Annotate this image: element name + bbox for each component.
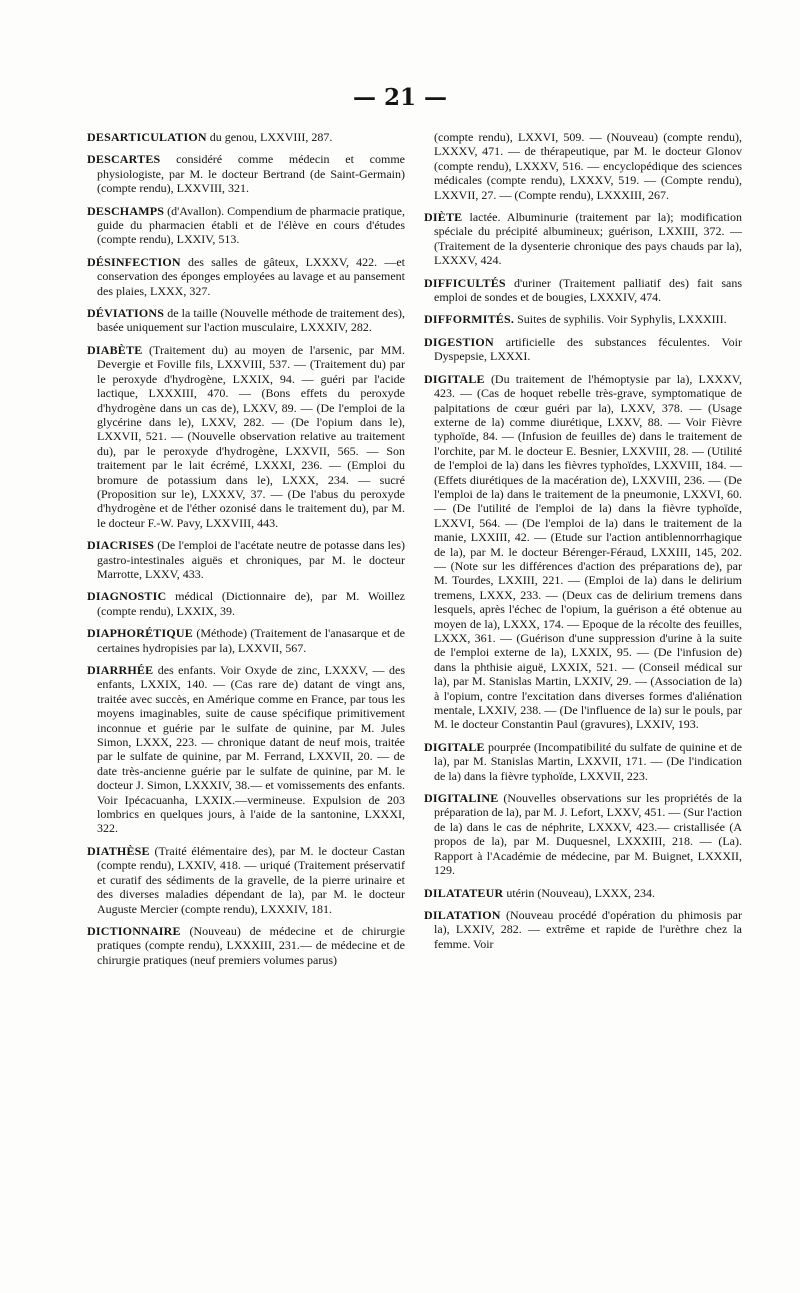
entry-text: (Nouveau procédé d'opération du phimosis par la), LXXIV, 282. — extrême et rapide de l'urèthre chez la femme. Voir [434, 907, 742, 951]
entry-text: Suites de syphilis. Voir Syphylis, LXXXIII. [517, 312, 727, 327]
entry-text: des salles de gâteux, LXXXV, 422. —et conservation des éponges employées au lavage et au pansement des plaies, LXXX, 327. [97, 254, 406, 298]
entry-headword: DÉSINFECTION [87, 254, 181, 269]
entry-text: considéré comme médecin et comme physiologiste, par M. le docteur Bertrand (de Saint-Germain) (compte rendu), LXXVIII, 321. [97, 152, 405, 196]
index-entry [424, 312, 742, 326]
right-column [424, 130, 742, 959]
index-entry [87, 130, 405, 144]
entry-text: d'uriner (Traitement palliatif des) fait sans emploi de sondes et de bougies, LXXXIV, 474. [434, 275, 742, 305]
index-entry [424, 276, 742, 305]
entry-text: (d'Avallon). Compendium de pharmacie pratique, guide du pharmacien établi et de l'élève en cours d'études (compte rendu), LXXIV, 513. [97, 203, 406, 247]
index-entry [87, 343, 405, 530]
index-entry [87, 589, 405, 618]
entry-text: (Traité élémentaire des), par M. le docteur Castan (compte rendu), LXXIV, 418. — uriqué (Traitement préservatif et curatif des sédiments de la gravelle, de la pierre urinaire et des diverses maladies dépendant de la), par M. le docteur Auguste Mercier (compte rendu), LXXXIV, 181. [97, 843, 405, 916]
index-entry [87, 663, 405, 836]
entry-text: du genou, LXXVIII, 287. [209, 130, 333, 144]
index-entry [87, 152, 405, 195]
entry-text: pourprée (Incompatibilité du sulfate de quinine et de la), par M. Stanislas Martin, LXXVII, 171. — (De l'indication de la) dans la fièvre typhoïde, LXXVII, 223. [434, 739, 743, 783]
entry-headword: DICTIONNAIRE [87, 923, 181, 938]
index-entry [87, 626, 405, 655]
index-entry [424, 791, 742, 877]
index-entry [424, 740, 742, 783]
entry-headword: DIGESTION [424, 334, 494, 349]
entry-headword: DIGITALE [424, 739, 485, 754]
entry-headword: DÉVIATIONS [87, 306, 165, 321]
entry-headword: DIABÈTE [87, 342, 143, 357]
index-entry [87, 844, 405, 916]
entry-headword: DIAGNOSTIC [87, 589, 167, 604]
index-entry [424, 210, 742, 268]
index-entry [424, 335, 742, 364]
entry-text: utérin (Nouveau), LXXX, 234. [506, 885, 655, 900]
entry-text: (Nouveau) de médecine et de chirurgie pratiques (compte rendu), LXXXIII, 231.— de médecine et de chirurgie pratiques (neuf premiers volumes parus) [97, 923, 405, 967]
entry-text: de la taille (Nouvelle méthode de traitement des), basée uniquement sur l'action musculaire, LXXXIV, 282. [97, 306, 405, 335]
index-entry [87, 538, 405, 581]
entry-text: (Méthode) (Traitement de l'anasarque et de certaines hydropisies par la), LXXVII, 567. [97, 626, 405, 655]
entry-headword: DIÈTE [424, 210, 463, 225]
entry-headword: DESARTICULATION [87, 130, 207, 144]
entry-headword: DILATATION [424, 907, 501, 922]
page-number: — 21 — [352, 84, 448, 111]
entry-headword: DIACRISES [87, 538, 155, 553]
entry-headword: DESCHAMPS [87, 203, 165, 218]
entry-headword: DIAPHORÉTIQUE [87, 626, 193, 641]
entry-headword: DILATATEUR [424, 885, 504, 900]
entry-text: des enfants. Voir Oxyde de zinc, LXXXV, — des enfants, LXXIX, 140. — (Cas rare de) datant de vingt ans, traitée avec succès, en Amérique comme en France, par tous les moyens imaginables, suite de cause spécifique primitivement inconnue et guérie par le sulfate de quinine, par M. Jules Simon, LXXX, 223. — chronique datant de neuf mois, traitée par le sulfate de quinine, par M. Ferrand, LXXVII, 20. — de date très-ancienne guérie par le sulfate de quinine, par M. le docteur J. Simon, LXXXIV, 38.— et vomissements des enfants. Voir Ipécacuanha, LXXIX.—vermineuse. Expulsion de 203 lombrics en quelques jours, à l'aide de la santonine, LXXXI, 322. [97, 663, 405, 836]
entry-text: artificielle des substances féculentes. Voir Dyspepsie, LXXXI. [434, 334, 742, 364]
entry-headword: DESCARTES [87, 152, 161, 167]
entry-text: (Du traitement de l'hémoptysie par la), LXXXV, 423. — (Cas de hoquet rebelle très-grave, symptomatique de palpitations de cœur guéri par la), LXXV, 378. — (Usage externe de la) comme diurétique, LXXV, 88. — Voir Fièvre typhoïde, 84. — (Infusion de feuilles de) dans le traitement de l'orchite, par M. le docteur E. Besnier, LXXVIII, 28. — (Utilité de l'emploi de la) dans les fièvres typhoïdes, LXXVIII, 184. — (Effets diurétiques de la macération de), LXXVIII, 236. — (De l'emploi de la) dans le traitement de la pneumonie, LXXVI, 60. — (De l'utilité de l'emploi de la) dans la fièvre typhoïde, LXXVI, 564. — (De l'emploi de la) dans le traitement de la manie, LXXIII, 42. — (Etude sur l'action antiblennorrhagique de la), par M. le docteur Bérenger-Féraud, LXXIII, 145, 202. — (Note sur les différences d'action des préparations de), par M. Tourdes, LXXIII, 221. — (Emploi de la) dans le delirium tremens, LXXX, 233. — (Deux cas de delirium tremens dans lesquels, après l'échec de l'opium, la guérison a été obtenue au moyen de la), LXXX, 174. — Epoque de la récolte des feuilles, LXXX, 361. — (Guérison d'une suppression d'urine à la suite de l'emploi externe de la), LXXIX, 95. — (De l'infusion de) dans la phthisie aiguë, LXXIX, 521. — (Conseil médical sur la), par M. Stanislas Martin, LXXIV, 29. — (Association de la) à l'opium, contre l'excitation dans diverses formes d'aliénation mentale, LXXIV, 238. — (De l'influence de la) sur le pouls, par M. le docteur Constantin Paul (gravures), LXXIV, 193. [434, 371, 742, 732]
entry-headword: DIATHÈSE [87, 843, 150, 858]
index-entry [87, 306, 405, 335]
left-column [87, 130, 405, 975]
index-entry [424, 886, 742, 900]
right-column-entries [424, 210, 742, 951]
entry-text: (Traitement du) au moyen de l'arsenic, par MM. Devergie et Foville fils, LXXVIII, 537. — (Traitement du) par le peroxyde d'hydrogène, LXXIX, 94. — guéri par l'acide lactique, LXXXIII, 470. — (Bons effets du peroxyde d'hydrogène dans un cas de), LXXV, 89. — (De l'emploi de la glycérine dans le), LXXV, 282. — (De l'opium dans le), LXXVII, 521. — (Nouvelle observation relative au traitement du), par le peroxyde d'hydrogène, LXXVII, 565. — Son traitement par le lait écrémé, LXXXI, 236. — (Emploi du bromure de potassium dans le), LXXX, 234. — sucré (Proposition sur le), LXXXV, 37. — (De l'abus du peroxyde d'hydrogène et de l'éther ozonisé dans le traitement du), par M. le docteur F.-W. Pavy, LXXVIII, 443. [97, 342, 405, 530]
index-entry [87, 924, 405, 967]
entry-headword: DIFFICULTÉS [424, 275, 506, 290]
index-entry [424, 908, 742, 951]
continued-entry-text: (compte rendu), LXXVI, 509. — (Nouveau) (compte rendu), LXXXV, 471. — de thérapeutique, par M. le docteur Glonov (compte rendu), LXXXV, 516. — encyclopédique des sciences médicales (compte rendu), LXXXV, 519. — (Compte rendu), LXXVII, 27. — (Compte rendu), LXXXIII, 267. [434, 130, 742, 202]
entry-text: (Nouvelles observations sur les propriétés de la préparation de la), par M. J. Lefort, LXXV, 451. — (Sur l'action de la) dans le cas de néphrite, LXXXV, 423.— cristallisée (A propos de la), par M. Duquesnel, LXXXIII, 218. — (La). Rapport à l'Académie de médecine, par M. Buignet, LXXXII, 129. [434, 791, 743, 878]
entry-text: médical (Dictionnaire de), par M. Woillez (compte rendu), LXXIX, 39. [97, 589, 405, 618]
index-entry [87, 204, 405, 247]
entry-headword: DIGITALE [424, 371, 485, 386]
index-entry [87, 255, 405, 298]
entry-headword: DIFFORMITÉS. [424, 312, 515, 327]
entry-headword: DIARRHÉE [87, 663, 154, 677]
entry-text: lactée. Albuminurie (traitement par la); modification spéciale du précipité albumineux; guérison, LXXIII, 372. — (Traitement de la dysenterie chronique des pays chauds par la), LXXXV, 424. [434, 210, 743, 268]
index-entry [424, 372, 742, 732]
entry-text: (De l'emploi de l'acétate neutre de potasse dans les) gastro-intestinales aiguës et chroniques, par M. le docteur Marrotte, LXXV, 433. [97, 538, 406, 581]
entry-headword: DIGITALINE [424, 791, 499, 806]
